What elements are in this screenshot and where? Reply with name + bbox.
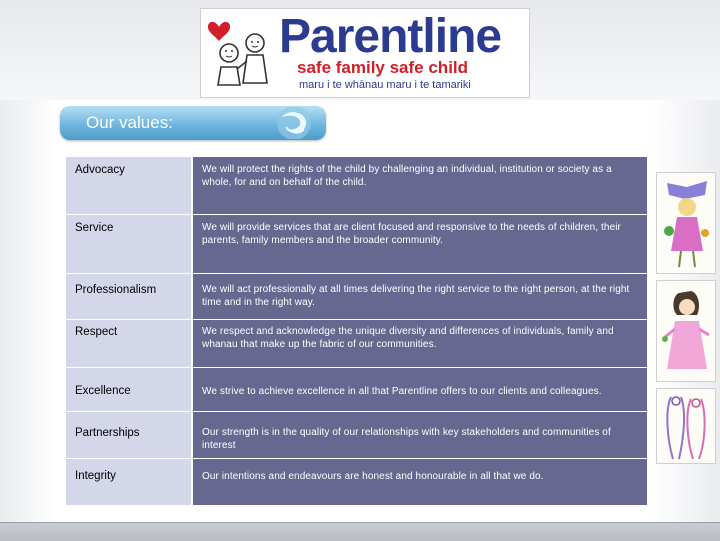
value-name: Service <box>66 215 191 273</box>
value-description: Our intentions and endeavours are honest and honourable in all that we do. <box>193 459 647 505</box>
banner-swirl-icon <box>258 107 324 139</box>
value-row-partnerships <box>66 412 647 459</box>
child-drawing-figures <box>656 388 716 464</box>
logo-heart-icon <box>208 22 230 41</box>
logo-tagline: safe family safe child <box>297 58 469 77</box>
value-name: Integrity <box>66 459 191 505</box>
footer-band <box>0 522 720 541</box>
values-table <box>66 157 647 506</box>
parentline-logo <box>200 8 530 98</box>
value-row-advocacy <box>66 157 647 215</box>
value-description: We respect and acknowledge the unique diversity and differences of individuals, family and whanau that make up the fabric of our communities. <box>193 320 647 367</box>
logo-children-icon <box>205 13 277 93</box>
value-description: We will act professionally at all times delivering the right service to the right person, at the right time and in the right way. <box>193 274 647 319</box>
logo-subtitle: maru i te whānau maru i te tamariki <box>299 79 471 91</box>
value-row-excellence <box>66 368 647 412</box>
value-description: Our strength is in the quality of our relationships with key stakeholders and communities of interest <box>193 412 647 458</box>
value-name: Partnerships <box>66 412 191 458</box>
value-row-respect <box>66 320 647 368</box>
value-description: We will provide services that are client focused and responsive to the needs of children, their parents, family members and the broader community. <box>193 215 647 273</box>
value-description: We strive to achieve excellence in all that Parentline offers to our clients and colleagues. <box>193 368 647 411</box>
values-title: Our values: <box>86 113 173 132</box>
logo-title: Parentline <box>279 10 502 63</box>
values-banner <box>60 106 326 140</box>
value-name: Respect <box>66 320 191 367</box>
value-name: Advocacy <box>66 157 191 214</box>
value-row-service <box>66 215 647 274</box>
value-description: We will protect the rights of the child by challenging an individual, institution or society as a whole, for and on behalf of the child. <box>193 157 647 214</box>
child-drawing-girl-purple <box>656 172 716 274</box>
value-row-integrity <box>66 459 647 506</box>
value-name: Excellence <box>66 368 191 411</box>
value-row-professionalism <box>66 274 647 320</box>
value-name: Professionalism <box>66 274 191 319</box>
child-drawing-girl-pink <box>656 280 716 382</box>
left-frame <box>0 100 56 526</box>
